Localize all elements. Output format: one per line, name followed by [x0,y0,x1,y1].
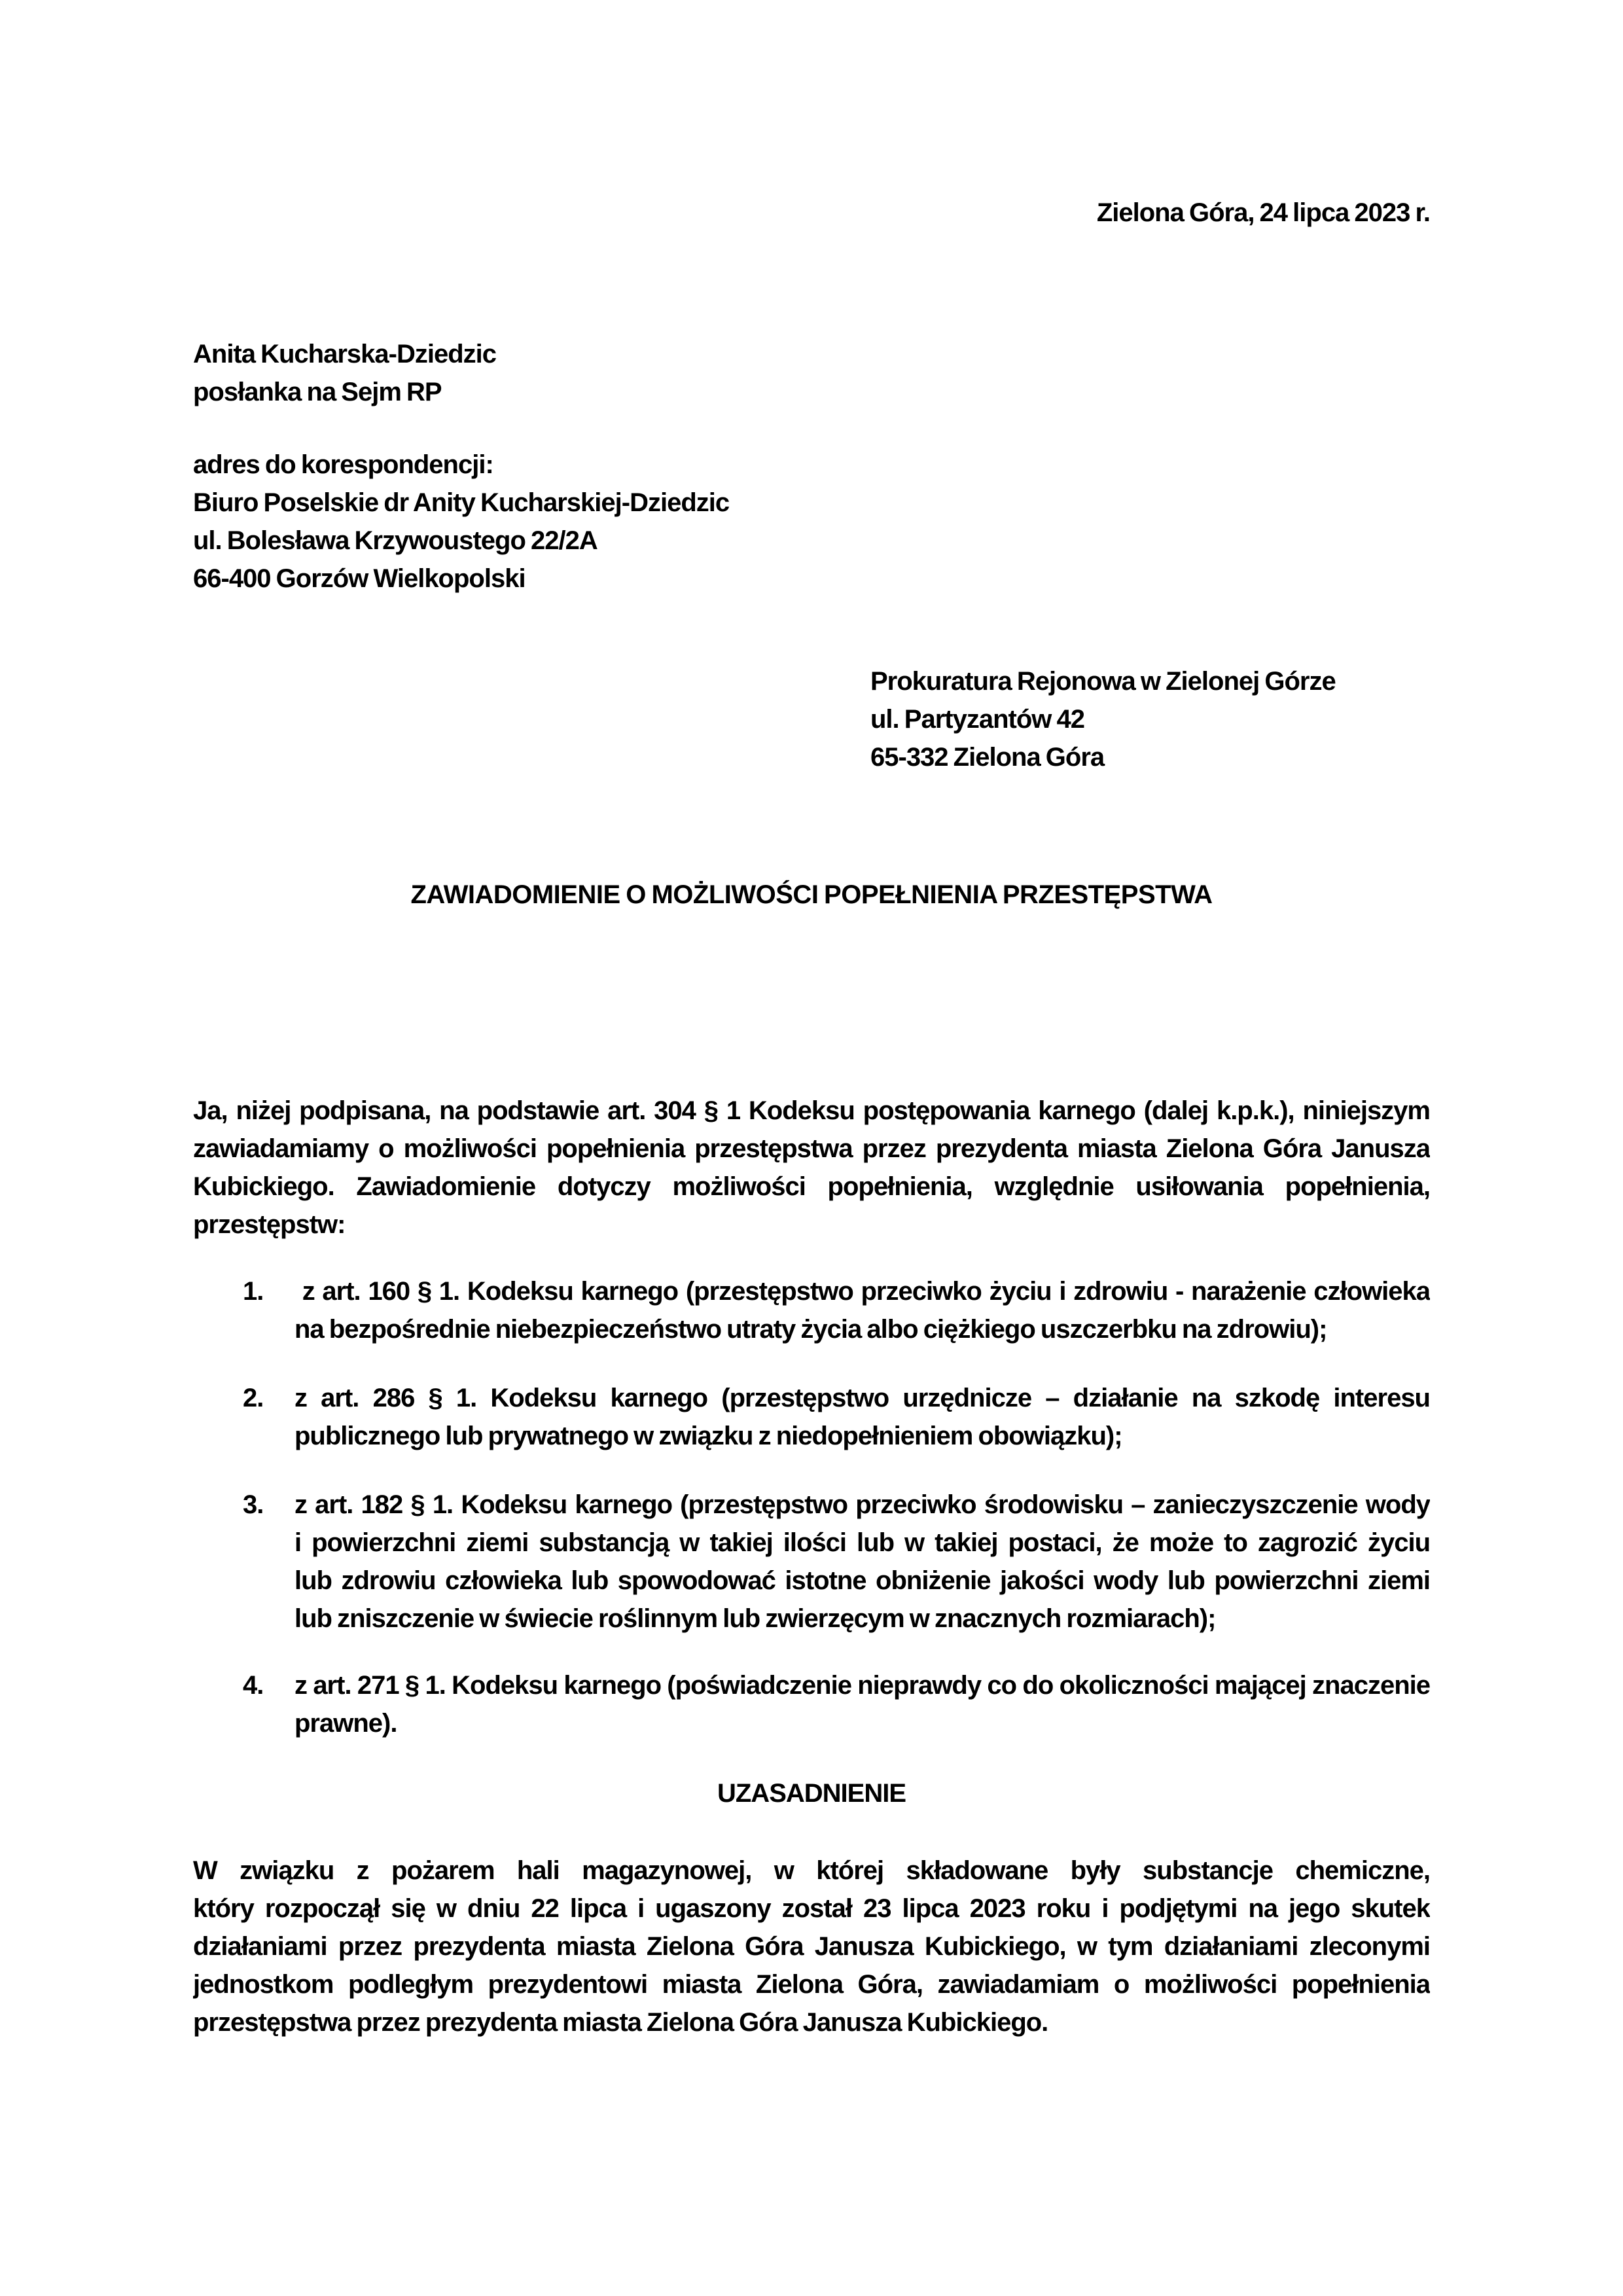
list-number: 2. [243,1384,264,1412]
recipient-block [870,662,1525,776]
justification-paragraph [193,1852,1430,2041]
text-line: 66-400 Gorzów Wielkopolski [193,564,526,593]
intro-paragraph [193,1092,1430,1244]
offense-item-text [294,1272,1430,1348]
offense-item-2 [193,1379,1430,1455]
date-line: Zielona Góra, 24 lipca 2023 r. [1096,198,1430,227]
text-line: ul. Bolesława Krzywoustego 22/2A [193,526,597,555]
text-line: który rozpoczął się w dniu 22 lipca i ugaszony został 23 lipca 2023 roku i podjętymi na jego skutek [193,1894,1430,1923]
text-line: przestępstwa przez prezydenta miasta Zielona Góra Janusza Kubickiego. [193,2008,1048,2037]
text-line: ul. Partyzantów 42 [870,705,1084,734]
offense-item-text [294,1486,1430,1638]
sender-block [193,335,1430,411]
offense-item-4 [193,1666,1430,1742]
text-line: W związku z pożarem hali magazynowej, w której składowane były substancje chemiczne, [193,1856,1430,1885]
text-line: na bezpośrednie niebezpieczeństwo utraty życia albo ciężkiego uszczerbku na zdrowiu); [294,1315,1327,1344]
text-line: przestępstw: [193,1210,346,1239]
text-line: Prokuratura Rejonowa w Zielonej Górze [870,667,1336,696]
text-line: lub zdrowiu człowieka lub spowodować istotne obniżenie jakości wody lub powierzchni ziemi [294,1566,1430,1595]
offense-item-1 [193,1272,1430,1348]
text-line: i powierzchni ziemi substancją w takiej ilości lub w takiej postaci, że może to zagrozić życiu [294,1528,1430,1557]
justification-heading: UZASADNIENIE [717,1779,906,1808]
text-line: z art. 160 § 1. Kodeksu karnego (przestępstwo przeciwko życiu i zdrowiu - narażenie człowieka [294,1277,1430,1306]
list-number: 4. [243,1671,264,1700]
text-line: z art. 271 § 1. Kodeksu karnego (poświadczenie nieprawdy co do okoliczności mającej znaczenie [294,1671,1430,1700]
text-line: publicznego lub prywatnego w związku z niedopełnieniem obowiązku); [294,1422,1122,1450]
text-line: zawiadamiamy o możliwości popełnienia przestępstwa przez prezydenta miasta Zielona Góra Janusza [193,1134,1430,1163]
sender-address-block [193,446,1430,598]
list-number: 3. [243,1490,264,1519]
text-line: 65-332 Zielona Góra [870,743,1105,772]
text-line: Biuro Poselskie dr Anity Kucharskiej-Dziedzic [193,488,730,517]
text-line: jednostkom podległym prezydentowi miasta Zielona Góra, zawiadamiam o możliwości popełnienia [193,1970,1430,1999]
list-number: 1. [243,1277,264,1306]
text-line: Kubickiego. Zawiadomienie dotyczy możliwości popełnienia, względnie usiłowania popełnienia, [193,1172,1430,1201]
text-line: prawne). [294,1709,397,1738]
offense-item-text [294,1379,1430,1455]
text-line: posłanka na Sejm RP [193,378,442,406]
text-line: Anita Kucharska-Dziedzic [193,340,497,368]
offense-item-3 [193,1486,1430,1638]
text-line: adres do korespondencji: [193,450,493,479]
text-line: z art. 182 § 1. Kodeksu karnego (przestępstwo przeciwko środowisku – zanieczyszczenie wody [294,1490,1430,1519]
text-line: lub zniszczenie w świecie roślinnym lub zwierzęcym w znacznych rozmiarach); [294,1604,1216,1633]
text-line: działaniami przez prezydenta miasta Zielona Góra Janusza Kubickiego, w tym działaniami zleconymi [193,1932,1430,1961]
document-title: ZAWIADOMIENIE O MOŻLIWOŚCI POPEŁNIENIA PRZESTĘPSTWA [410,880,1213,909]
text-line: Ja, niżej podpisana, na podstawie art. 304 § 1 Kodeksu postępowania karnego (dalej k.p.k.), niniejszym [193,1096,1430,1125]
offense-item-text [294,1666,1430,1742]
text-line: z art. 286 § 1. Kodeksu karnego (przestępstwo urzędnicze – działanie na szkodę interesu [294,1384,1430,1412]
